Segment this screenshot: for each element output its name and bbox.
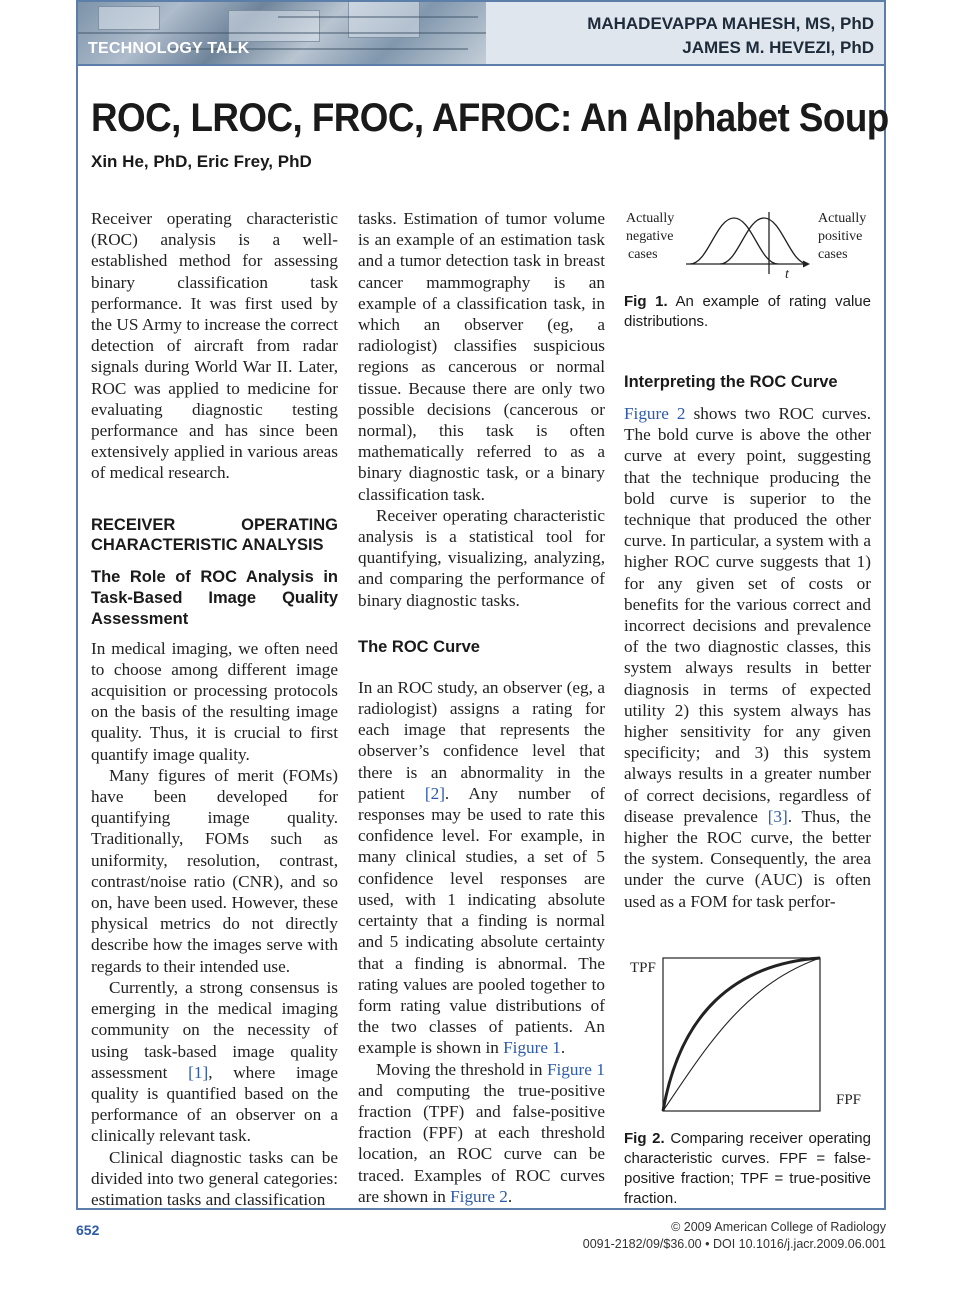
column-editors bbox=[486, 2, 884, 64]
figure-2-caption: Fig 2. Comparing receiver operating characteristic curves. FPF = false-positive fraction; TPF = true-positive fraction. bbox=[624, 1130, 871, 1208]
paragraph: Moving the threshold in Figure 1 and computing the true-positive fraction (TPF) and false-positive fraction (FPF) at each threshold location, an ROC curve can be traced. Examples of ROC curves are shown in Figure 2. bbox=[358, 1059, 605, 1206]
reference-link-1[interactable]: [1] bbox=[188, 1062, 209, 1082]
article-title: ROC, LROC, FROC, AFROC: An Alphabet Soup bbox=[91, 96, 889, 140]
fig1-positive-curve bbox=[720, 218, 808, 264]
subheading-interpreting-roc: Interpreting the ROC Curve bbox=[624, 373, 838, 391]
fig1-axis-label: t bbox=[785, 267, 789, 280]
subheading-roc-curve: The ROC Curve bbox=[358, 637, 480, 656]
svg-text:cases: cases bbox=[818, 247, 848, 262]
reference-link-2[interactable]: [2] bbox=[424, 783, 445, 803]
fig1-label-pos: Actually bbox=[818, 211, 867, 226]
footer-citation bbox=[583, 1219, 886, 1253]
svg-text:negative: negative bbox=[626, 229, 674, 244]
figure-1-link[interactable]: Figure 1 bbox=[503, 1038, 561, 1058]
figure-1-distributions bbox=[624, 208, 871, 280]
paragraph: Figure 2 shows two ROC curves. The bold curve is above the other curve at every point, suggesting that the technique producing the bold curve is superior to the technique that produced the other curve. In particular, a system with a higher ROC curve suggests that 1) for any given set of costs or benefits for the various correct and incorrect decisions and prevalence of the two diagnostic classes, this system always results in better diagnosis in terms of expected utility 2) this system always has higher sensitivity for any given specificity; and 3) this system always results in a greater number of correct decisions, regardless of disease prevalence [3]. Thus, the higher the ROC curve, the better the system. Consequently, the area under the curve (AUC) is often used as a FOM for task perfor- bbox=[624, 404, 872, 911]
fig2-x-label: FPF bbox=[836, 1091, 862, 1108]
paragraph: Many figures of merit (FOMs) have been developed for quantifying image quality. Traditionally, FOMs such as uniformity, resolution, contrast, contrast/noise ratio (CNR), and so on, have been used. However, these physical metrics do not directly describe how the images serve with regards to their intended use. bbox=[91, 765, 338, 976]
column-3 bbox=[624, 208, 871, 1209]
fig1-label-neg: Actually bbox=[626, 211, 675, 226]
copyright: © 2009 American College of Radiology bbox=[671, 1220, 886, 1234]
editor-1: MAHADEVAPPA MAHESH, MS, PhD bbox=[587, 14, 874, 33]
section-tag: TECHNOLOGY TALK bbox=[88, 40, 250, 57]
figure-1-link[interactable]: Figure 1 bbox=[546, 1059, 605, 1079]
editor-2: JAMES M. HEVEZI, PhD bbox=[682, 38, 874, 57]
header-banner bbox=[76, 0, 886, 66]
column-2 bbox=[358, 208, 605, 1207]
circuit-board-photo bbox=[78, 2, 486, 64]
section-heading-roc-analysis: RECEIVER OPERATING CHARACTERISTIC ANALYSIS bbox=[91, 515, 338, 554]
column-1 bbox=[91, 208, 338, 1210]
figure-2-link[interactable]: Figure 2 bbox=[450, 1186, 508, 1206]
fig2-y-label: TPF bbox=[630, 959, 656, 976]
subheading-role-of-roc: The Role of ROC Analysis in Task-Based Image Quality Assessment bbox=[91, 567, 338, 628]
paragraph: Currently, a strong consensus is emerging in the medical imaging community on the necessity of using task-based image quality assessment [1], where image quality is quantified based on the performance of an observer on a clinically relevant task. bbox=[91, 977, 338, 1146]
doi: 0091-2182/09/$36.00 • DOI 10.1016/j.jacr.2009.06.001 bbox=[582, 1237, 886, 1251]
fig1-negative-curve bbox=[690, 218, 778, 264]
page-number: 652 bbox=[76, 1222, 100, 1238]
figure-1-caption: Fig 1. An example of rating value distributions. bbox=[624, 293, 871, 330]
paragraph: Clinical diagnostic tasks can be divided into two general categories: estimation tasks and classification bbox=[91, 1147, 338, 1209]
svg-text:positive: positive bbox=[818, 229, 863, 244]
article-byline: Xin He, PhD, Eric Frey, PhD bbox=[91, 152, 312, 171]
paragraph: tasks. Estimation of tumor volume is an example of an estimation task and a tumor detection task in breast cancer mammography is an example of a classification task, in which an observer (eg, a radiologist) classifies suspicious regions as cancerous or normal tissue. Because there are only two possible decisions (cancerous or normal), this task is often mathematically referred to as a binary diagnostic task, or a binary classification task. bbox=[358, 209, 605, 504]
figure-2-link[interactable]: Figure 2 bbox=[624, 404, 686, 423]
paragraph: In medical imaging, we often need to choose among different image acquisition or processing protocols on the basis of the resulting image quality. Thus, it is crucial to first quantify image quality. bbox=[91, 638, 338, 764]
paragraph: In an ROC study, an observer (eg, a radiologist) assigns a rating for each image that represents the observer’s confidence level that there is an abnormality in the patient [2]. Any number of responses may be used to rate this confidence level. For example, in many clinical studies, a set of 5 confidence level responses are used, with 1 indicating absolute certainty that a finding is normal and 5 indicating absolute certainty that a finding is abnormal. The rating values are pooled together to form rating value distributions of the two classes of patients. An example is shown in Figure 1. bbox=[358, 677, 605, 1058]
svg-text:cases: cases bbox=[628, 247, 658, 262]
intro-paragraph: Receiver operating characteristic (ROC) analysis is a well-established method for assessing binary classification task performance. It was first used by the US Army to increase the correct detection of aircraft from radar signals during World War II. Later, ROC was applied to medicine for evaluating diagnostic testing performance and has since been extensively applied in various areas of medical research. bbox=[91, 209, 338, 483]
reference-link-3[interactable]: [3] bbox=[767, 806, 788, 826]
fig2-bold-roc-curve bbox=[663, 958, 820, 1111]
paragraph: Receiver operating characteristic analysis is a statistical tool for quantifying, visualizing, analyzing, and comparing the performance of binary diagnostic tasks. bbox=[358, 505, 605, 610]
figure-2-roc-curves bbox=[624, 954, 871, 1114]
